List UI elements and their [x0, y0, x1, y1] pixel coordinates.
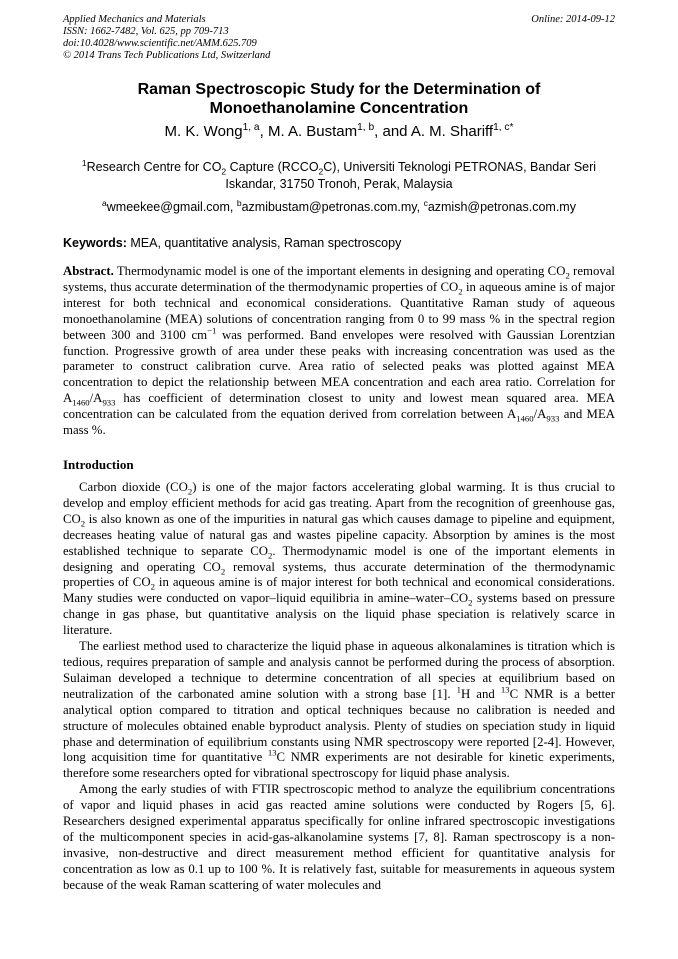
intro-paragraph-1 [63, 480, 615, 639]
p2-b: H and [460, 686, 501, 701]
email-c[interactable]: azmish@petronas.com.my [427, 200, 576, 214]
email-a-marker: a [102, 197, 107, 208]
title-line-2: Monoethanolamine Concentration [209, 100, 469, 117]
keywords-label: Keywords: [63, 236, 127, 250]
abstract-text-4: was performed. Band envelopes were resolved with Gaussian Lorentzian function. Progressive growth of area under these peaks with increasing concentration was used as the parameter to construct calibration curve. Area ratio of selected peaks was plotted against MEA concentration to depict the relationship between MEA concentration and each area ratio. Correlation for A [63, 327, 616, 406]
p1-sub-e: 2 [150, 581, 155, 592]
author-2: , M. A. Bustam [259, 123, 358, 140]
abstract-sup-neg1: −1 [207, 325, 217, 336]
title-line-1: Raman Spectroscopic Study for the Determination of [137, 81, 541, 98]
doi-line: doi:10.4028/www.scientific.net/AMM.625.709 [63, 38, 257, 49]
p1-sub-f: 2 [468, 597, 473, 608]
p1-e: removal systems, thus accurate determination of the thermodynamic properties of CO [63, 559, 615, 590]
p2-a: The earliest method used to characterize the liquid phase in aqueous alkonalamines is titration which is tedious, requires preparation of sample and analysis cannot be performed during the process of absorption. Sulaiman developed a technique to determine concentration of all species at equilibrium based on neutralization of the carbonated amine solution with a strong base [1]. [63, 639, 615, 701]
online-date: Online: 2014-09-12 [531, 14, 615, 25]
author-3-affil: 1, c* [493, 122, 514, 133]
abstract [63, 264, 615, 439]
affiliation-line-2: Iskandar, 31750 Tronoh, Perak, Malaysia [225, 177, 453, 191]
author-2-affil: 1, b [357, 122, 375, 133]
p2-d: C NMR experiments are not desirable for kinetic experiments, therefore some researchers opted for vibrational spectroscopy for liquid phase analysis. [63, 750, 615, 781]
p1-a: Carbon dioxide (CO [79, 480, 188, 494]
p1-sub-c: 2 [267, 550, 273, 561]
affiliation-sub-1: 2 [221, 166, 227, 177]
p1-g: systems based on pressure change in gas phase, but quantitative analysis on the liquid phase speciation is relatively scarce in literature. [63, 591, 615, 638]
issn-line: ISSN: 1662-7482, Vol. 625, pp 709-713 [63, 26, 229, 37]
email-a[interactable]: wmeekee@gmail.com, [106, 200, 237, 214]
p1-d: . Thermodynamic model is one of the important elements in designing and operating CO [63, 543, 615, 574]
affiliation-sub-2: 2 [318, 166, 324, 177]
p1-b: ) is one of the major factors accelerating global warming. It is thus crucial to develop and employ efficient methods for acid gas treating. Apart from the recognition of greenhouse gas, CO [63, 480, 616, 526]
abstract-sub-933-a: 933 [102, 397, 116, 408]
author-emails [63, 199, 615, 216]
p1-sub-b: 2 [80, 518, 86, 529]
p1-sub-d: 2 [220, 566, 226, 577]
keywords-text: MEA, quantitative analysis, Raman spectroscopy [126, 236, 402, 250]
abstract-slash-b: /A [533, 407, 547, 422]
affiliation [63, 159, 615, 193]
abstract-text-2: removal systems, thus accurate determination of the thermodynamic properties of CO [63, 264, 615, 294]
abstract-slash-a: /A [89, 391, 103, 406]
abstract-sub-1460-a: 1460 [72, 397, 90, 408]
author-1-affil: 1, a [242, 122, 260, 133]
p2-sup-13-b: 13 [267, 748, 277, 759]
p1-sub-a: 2 [187, 486, 193, 497]
p1-f: in aqueous amine is of major interest for both technical and economical considerations. Many studies were conducted on vapor–liquid equilibria in amine–water–CO [63, 575, 615, 606]
author-1: M. K. Wong [164, 123, 243, 140]
abstract-text-1: Thermodynamic model is one of the important elements in designing and operating CO [113, 264, 566, 278]
affiliation-text-1: Research Centre for CO [86, 160, 222, 174]
email-b-marker: b [236, 197, 242, 208]
affiliation-line-1 [63, 159, 615, 176]
email-c-marker: c [423, 197, 428, 208]
affiliation-text-2: Capture (RCCO [226, 160, 319, 174]
abstract-sub-1460-b: 1460 [516, 413, 534, 424]
section-heading-introduction: Introduction [63, 457, 134, 472]
author-3: , and A. M. Shariff [374, 123, 494, 140]
p2-c: C NMR is a better analytical option compared to titration and optical techniques because no calibration is needed and structure of molecules obtained enable byproduct analysis. Plenty of studies on speciation study in liquid phase and determination of equilibrium constants using NMR spectroscopy were reported [2-4]. However, long acquisition time for quantitative [63, 686, 615, 765]
abstract-sub-933-b: 933 [546, 413, 560, 424]
p2-sup-13-a: 13 [500, 684, 510, 695]
author-list [63, 122, 615, 142]
keywords [63, 235, 615, 251]
abstract-sub-2: 2 [458, 286, 463, 297]
journal-header [63, 14, 615, 62]
affiliation-text-3: C), Universiti Teknologi PETRONAS, Bandar Seri [323, 160, 597, 174]
affiliation-number: 1 [81, 157, 87, 168]
abstract-label: Abstract. [63, 264, 114, 278]
abstract-text-3: in aqueous amine is of major interest for both technical and economical considerations. Quantitative Raman study of aqueous monoethanolamine (MEA) solutions of concentration ranging from 0 to 99 mass % in the spectral region between 300 and 3100 cm [63, 279, 615, 342]
intro-paragraph-2 [63, 639, 615, 782]
copyright-line: © 2014 Trans Tech Publications Ltd, Switzerland [63, 50, 271, 61]
journal-name: Applied Mechanics and Materials [63, 14, 206, 25]
intro-paragraph-3: Among the early studies of with FTIR spectroscopic method to analyze the equilibrium concentrations of vapor and liquid phases in acid gas reacted amine solutions were conducted by Rogers [5, 6]. Researchers designed experimental apparatus specifically for online infrared spectroscopic investigations of the multicomponent species in acid-gas-alkanolamine systems [7, 8]. Raman spectroscopy is a non-invasive, non-destructive and direct measurement method efficient for quantitative analysis for concentration as low as 0.1 up to 100 %. It is relatively fast, suitable for measurements in aqueous system because of the weak Raman scattering of water molecules and [63, 782, 615, 892]
p2-sup-1: 1 [456, 684, 461, 695]
introduction-body [63, 480, 615, 894]
abstract-text-6: and MEA mass %. [63, 407, 615, 438]
abstract-sub-1: 2 [565, 270, 570, 281]
abstract-text-5: has coefficient of determination closest to unity and lowest mean squared area. MEA concentration can be calculated from the equation derived from correlation between A [63, 391, 615, 422]
paper-title [63, 80, 615, 118]
p1-c: is also known as one of the impurities in natural gas which causes damage to pipeline and equipment, decreases heating value of natural gas and wastes pipeline capacity. Absorption by amines is the most established technique to separate CO [63, 511, 615, 558]
email-b[interactable]: azmibustam@petronas.com.my, [241, 200, 424, 214]
